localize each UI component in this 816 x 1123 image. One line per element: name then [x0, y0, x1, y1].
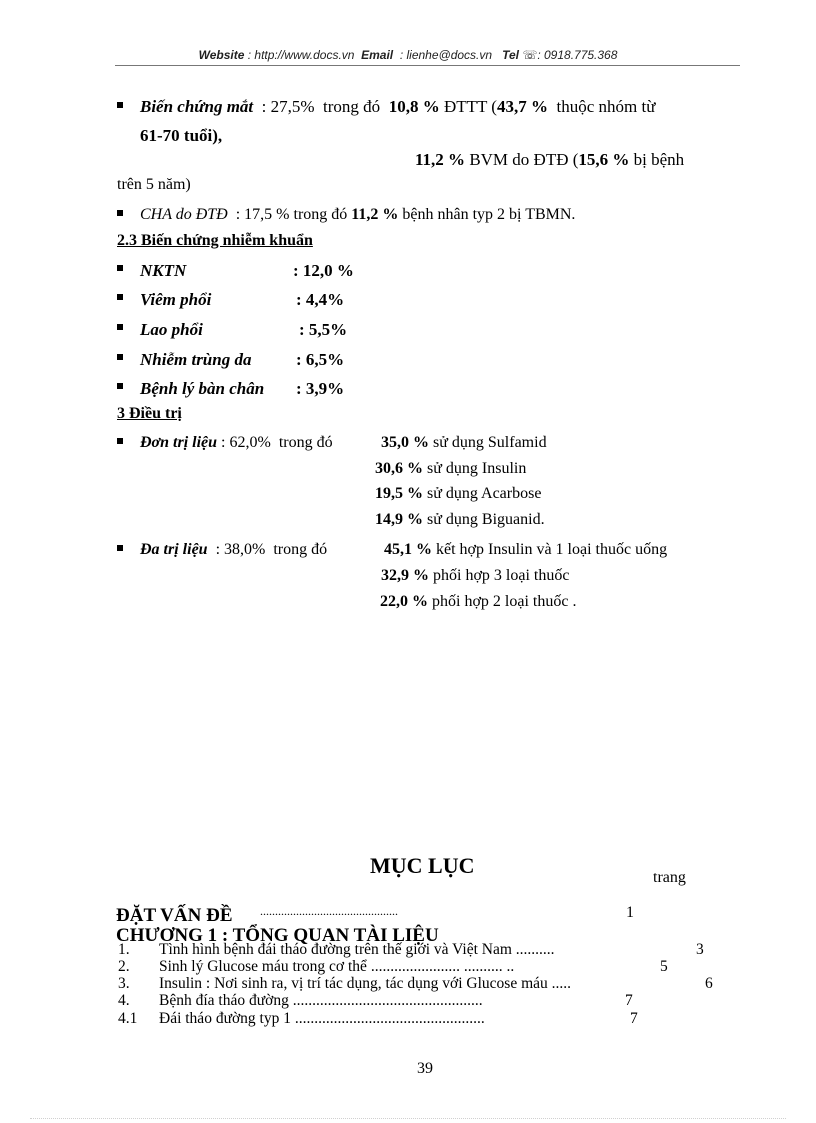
row-pct: 14,9 %: [375, 511, 423, 528]
multitherapy-mid: trong đó: [273, 541, 328, 558]
bullet-icon: [117, 383, 123, 389]
toc-entry-text[interactable]: Bệnh đía tháo đường .................................................: [159, 992, 483, 1009]
toc-entry-page: 3: [696, 941, 704, 958]
tel-value: : 0918.775.368: [537, 48, 618, 62]
website-url[interactable]: : http://www.docs.vn: [247, 48, 355, 62]
website-label: Website: [198, 48, 245, 62]
site-header: [0, 48, 816, 62]
toc-entry-text[interactable]: Tình hình bệnh đái tháo đường trên thế giới và Việt Nam ..........: [159, 941, 555, 958]
toc-entry-number: 4.1: [118, 1010, 138, 1027]
toc-entry-page: 5: [660, 958, 668, 975]
multitherapy-pct: : 38,0%: [215, 541, 266, 558]
toc-page-column-label: trang: [653, 869, 686, 886]
infection-item-value: : 12,0 %: [293, 261, 354, 280]
toc-entry-page: 7: [630, 1010, 638, 1027]
row-text: phối hợp 2 loại thuốc .: [432, 593, 577, 610]
row-text: kết hợp Insulin và 1 loại thuốc uống: [436, 541, 668, 558]
section-heading-infection: 2.3 Biến chứng nhiễm khuẩn: [117, 232, 313, 249]
eye-bvm-sub-text: bị bệnh: [633, 150, 685, 169]
eye-age-range: 61-70 tuổi),: [140, 126, 223, 145]
infection-item-value: : 3,9%: [296, 379, 345, 398]
row-pct: 32,9 %: [381, 567, 429, 584]
eye-bvm-pct: 11,2 %: [415, 150, 466, 169]
cha-line: [140, 206, 575, 224]
row-pct: 22,0 %: [380, 593, 428, 610]
toc-intro-page: 1: [626, 904, 634, 921]
infection-item-label: Viêm phổi: [140, 290, 212, 309]
tel-label: Tel: [502, 48, 519, 62]
row-text: sử dụng Acarbose: [427, 485, 542, 502]
multitherapy-row: [381, 567, 569, 585]
cha-label: CHA do ĐTĐ: [140, 206, 228, 223]
toc-entry-number: 4.: [118, 992, 130, 1009]
row-text: sử dụng Insulin: [427, 460, 527, 477]
row-pct: 30,6 %: [375, 460, 423, 477]
header-divider: [115, 65, 740, 66]
bullet-icon: [117, 438, 123, 444]
eye-bvm-line: [415, 150, 684, 170]
email-value[interactable]: : lienhe@docs.vn: [399, 48, 493, 62]
toc-title: MỤC LỤC: [370, 853, 475, 878]
monotherapy-row: [375, 511, 545, 529]
page-number: 39: [417, 1060, 433, 1077]
monotherapy-line: [140, 434, 333, 452]
toc-entry-number: 1.: [118, 941, 130, 958]
row-pct: 19,5 %: [375, 485, 423, 502]
section-heading-treatment: 3 Điều trị: [117, 405, 182, 422]
cha-pct: : 17,5 % trong đó: [235, 206, 348, 223]
monotherapy-row: [381, 434, 547, 452]
multitherapy-row: [384, 541, 667, 559]
eye-complication-pct: : 27,5%: [261, 97, 315, 116]
eye-bvm-text: BVM do ĐTĐ (: [469, 150, 579, 169]
bullet-icon: [117, 354, 123, 360]
eye-dttt-text: ĐTTT (: [443, 97, 497, 116]
infection-item-label: Nhiễm trùng da: [140, 350, 252, 369]
monotherapy-label: Đơn trị liệu: [140, 434, 218, 451]
bullet-icon: [117, 324, 123, 330]
monotherapy-pct: : 62,0%: [221, 434, 271, 451]
email-label: Email: [361, 48, 394, 62]
bullet-icon: [117, 210, 123, 216]
toc-intro-dots: ..............................................: [260, 904, 398, 918]
footer-divider: [30, 1118, 786, 1119]
eye-complication-line: [140, 97, 655, 117]
infection-item-label: NKTN: [140, 261, 187, 280]
toc-entry-page: 7: [625, 992, 633, 1009]
monotherapy-row: [375, 460, 526, 478]
monotherapy-mid: trong đó: [278, 434, 333, 451]
row-text: phối hợp 3 loại thuốc: [433, 567, 570, 584]
eye-bvm-sub-pct: 15,6 %: [578, 150, 630, 169]
row-pct: 35,0 %: [381, 434, 429, 451]
eye-dttt-pct: 10,8 %: [388, 97, 440, 116]
multitherapy-label: Đa trị liệu: [140, 541, 208, 558]
cha-sub-pct: 11,2 %: [351, 206, 399, 223]
infection-item-value: : 6,5%: [296, 350, 345, 369]
row-pct: 45,1 %: [384, 541, 432, 558]
toc-intro-label[interactable]: ĐẶT VẤN ĐỀ: [116, 905, 233, 926]
eye-age-pct: 43,7 %: [496, 97, 548, 116]
infection-item-value: : 4,4%: [296, 290, 345, 309]
toc-entry-number: 3.: [118, 975, 130, 992]
bullet-icon: [117, 545, 123, 551]
infection-item-label: Lao phổi: [140, 320, 203, 339]
multitherapy-line: [140, 541, 327, 559]
toc-entry-page: 6: [705, 975, 713, 992]
toc-entry-text[interactable]: Insulin : Nơi sinh ra, vị trí tác dụng, tác dụng với Glucose máu .....: [159, 975, 572, 992]
eye-age-text: thuộc nhóm từ: [556, 97, 656, 116]
toc-entry-text[interactable]: Sinh lý Glucose máu trong cơ thể ....................... .......... ..: [159, 958, 515, 975]
eye-mid-text: trong đó: [323, 97, 381, 116]
bullet-icon: [117, 294, 123, 300]
toc-chapter-heading[interactable]: CHƯƠNG 1 : TỔNG QUAN TÀI LIỆU: [116, 925, 439, 946]
toc-entry-number: 2.: [118, 958, 130, 975]
toc-entry-text[interactable]: Đái tháo đường typ 1 .................................................: [159, 1010, 485, 1027]
phone-icon: ☏: [522, 48, 538, 62]
eye-complication-label: Biến chứng mắt: [140, 97, 254, 116]
cha-sub-text: bệnh nhân typ 2 bị TBMN.: [402, 206, 576, 223]
infection-item-label: Bệnh lý bàn chân: [140, 379, 265, 398]
infection-item-value: : 5,5%: [299, 320, 348, 339]
bullet-icon: [117, 265, 123, 271]
row-text: sử dụng Biguanid.: [427, 511, 545, 528]
monotherapy-row: [375, 485, 541, 503]
bullet-icon: [117, 102, 123, 108]
multitherapy-row: [380, 593, 576, 611]
row-text: sử dụng Sulfamid: [433, 434, 547, 451]
eye-bvm-tail: trên 5 năm): [117, 176, 191, 193]
